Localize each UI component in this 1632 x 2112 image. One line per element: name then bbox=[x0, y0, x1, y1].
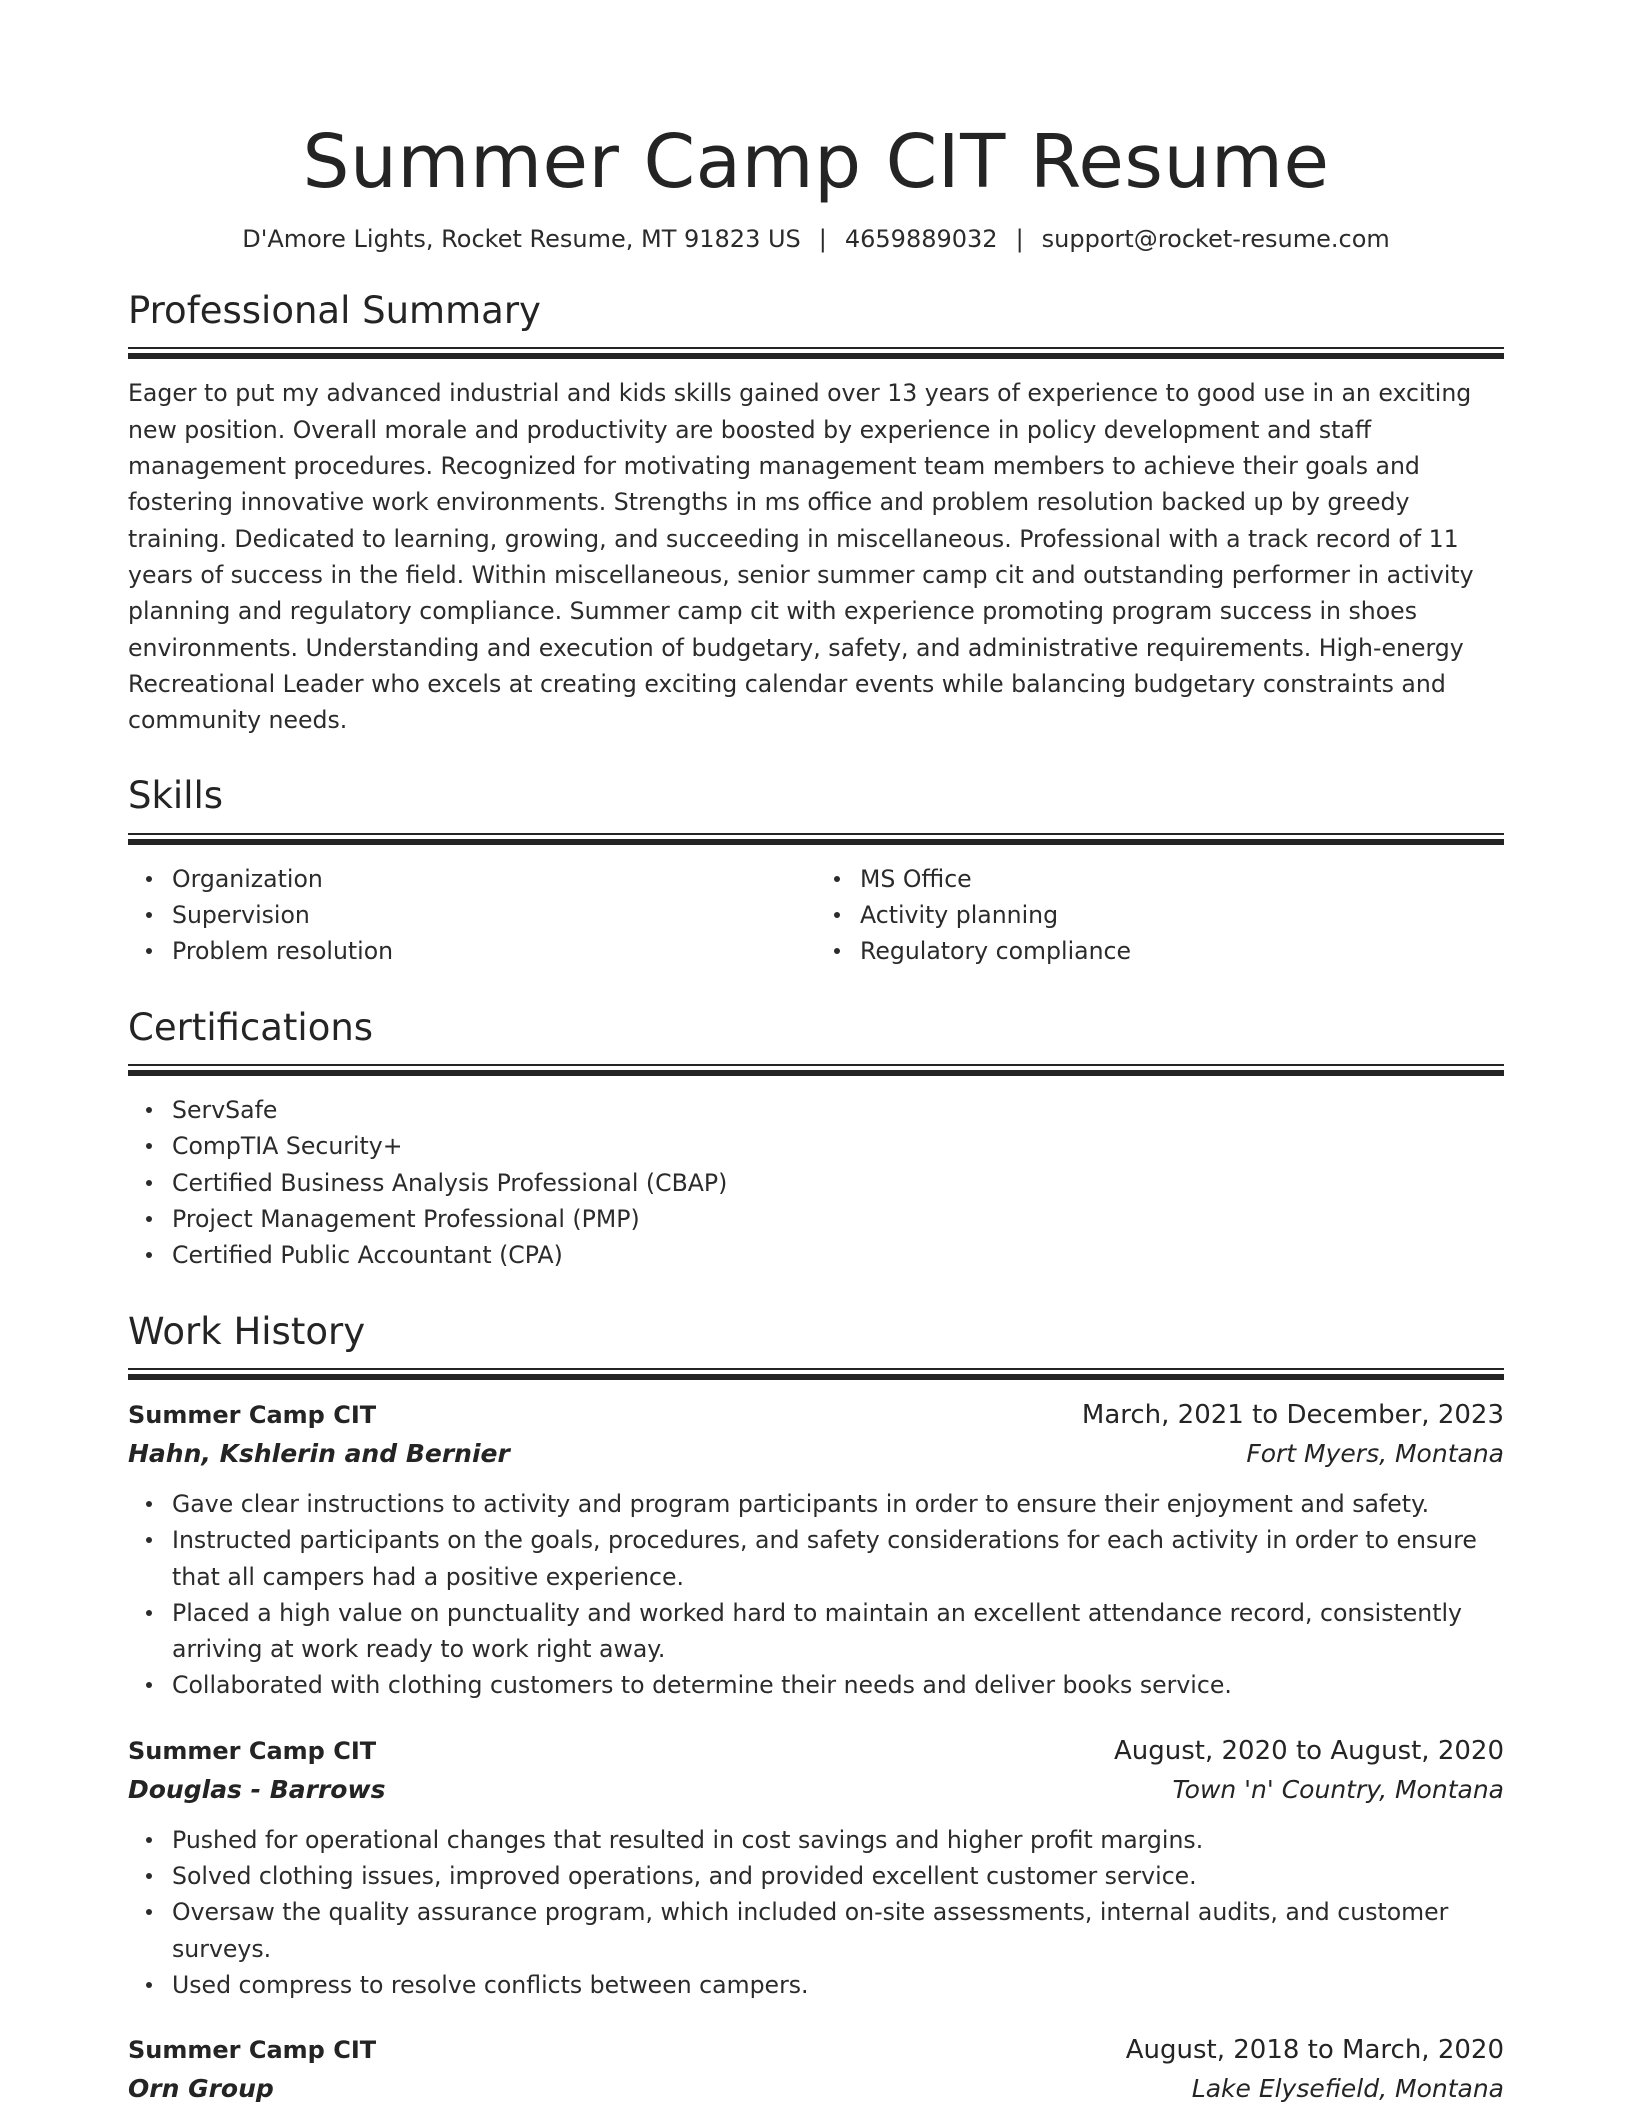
job-entry bbox=[128, 1396, 1504, 1704]
job-entry bbox=[128, 2031, 1504, 2109]
section-heading-work-history: Work History bbox=[128, 1309, 366, 1353]
job-duties-list bbox=[128, 1486, 1504, 1704]
job-location: Town 'n' Country, Montana bbox=[1172, 1774, 1504, 1804]
job-dates: March, 2021 to December, 2023 bbox=[1081, 1400, 1504, 1430]
section-divider bbox=[128, 347, 1504, 359]
section-heading-summary: Professional Summary bbox=[128, 289, 541, 333]
skill-item: Supervision bbox=[172, 897, 816, 933]
skill-item: Activity planning bbox=[860, 897, 1504, 933]
section-divider bbox=[128, 833, 1504, 845]
contact-separator: | bbox=[1015, 225, 1024, 254]
certification-item: Certified Business Analysis Professional (CBAP) bbox=[172, 1165, 1504, 1201]
page-title: Summer Camp CIT Resume bbox=[302, 119, 1330, 205]
job-dates: August, 2020 to August, 2020 bbox=[1114, 1735, 1504, 1766]
skills-grid bbox=[128, 861, 1504, 970]
job-location: Lake Elysefield, Montana bbox=[1191, 2074, 1504, 2104]
skills-list-left bbox=[128, 861, 816, 970]
professional-summary-section bbox=[128, 289, 1504, 738]
section-heading-skills: Skills bbox=[128, 774, 224, 818]
contact-separator: | bbox=[818, 225, 827, 254]
contact-phone: 4659889032 bbox=[844, 225, 998, 254]
section-divider bbox=[128, 1368, 1504, 1380]
skills-list-right bbox=[816, 861, 1504, 970]
work-history-section bbox=[128, 1310, 1504, 2110]
skill-item: Regulatory compliance bbox=[860, 933, 1504, 969]
job-duty: Used compress to resolve conflicts between campers. bbox=[172, 1967, 1504, 2003]
skill-item: MS Office bbox=[860, 861, 1504, 897]
contact-line bbox=[128, 225, 1504, 253]
job-duty: Collaborated with clothing customers to determine their needs and deliver books service. bbox=[172, 1667, 1504, 1703]
job-dates: August, 2018 to March, 2020 bbox=[1125, 2035, 1504, 2066]
job-title: Summer Camp CIT bbox=[128, 2036, 377, 2065]
certification-item: CompTIA Security+ bbox=[172, 1128, 1504, 1164]
skills-section bbox=[128, 774, 1504, 969]
certification-item: Project Management Professional (PMP) bbox=[172, 1201, 1504, 1237]
section-heading-certifications: Certifications bbox=[128, 1005, 374, 1049]
job-duty: Pushed for operational changes that resulted in cost savings and higher profit margins. bbox=[172, 1822, 1504, 1858]
certification-item: ServSafe bbox=[172, 1092, 1504, 1128]
job-company: Douglas - Barrows bbox=[128, 1774, 386, 1804]
job-duty: Solved clothing issues, improved operations, and provided excellent customer service. bbox=[172, 1858, 1504, 1894]
job-title: Summer Camp CIT bbox=[128, 1736, 377, 1765]
skill-item: Problem resolution bbox=[172, 933, 816, 969]
job-duty: Placed a high value on punctuality and worked hard to maintain an excellent attendance record, consistently arriving at work ready to work right away. bbox=[172, 1595, 1504, 1668]
job-company: Hahn, Kshlerin and Bernier bbox=[128, 1439, 510, 1468]
contact-email: support@rocket-resume.com bbox=[1041, 225, 1390, 254]
contact-address: D'Amore Lights, Rocket Resume, MT 91823 US bbox=[242, 225, 801, 254]
section-divider bbox=[128, 1064, 1504, 1076]
job-title: Summer Camp CIT bbox=[128, 1401, 377, 1429]
certifications-section bbox=[128, 1006, 1504, 1274]
summary-text: Eager to put my advanced industrial and kids skills gained over 13 years of experience to good use in an exciting new position. Overall morale and productivity are boosted by experience in policy development and staff management procedures. Recognized for motivating management team members to achieve their goals and fostering innovative work environments. Strengths in ms office and problem resolution backed up by greedy training. Dedicated to learning, growing, and succeeding in miscellaneous. Professional with a track record of 11 years of success in the field. Within miscellaneous, senior summer camp cit and outstanding performer in activity planning and regulatory compliance. Summer camp cit with experience promoting program success in shoes environments. Understanding and execution of budgetary, safety, and administrative requirements. High-energy Recreational Leader who excels at creating exciting calendar events while balancing budgetary constraints and community needs. bbox=[128, 379, 1474, 735]
skill-item: Organization bbox=[172, 861, 816, 897]
job-duties-list bbox=[128, 1822, 1504, 2003]
certification-item: Certified Public Accountant (CPA) bbox=[172, 1237, 1504, 1273]
job-location: Fort Myers, Montana bbox=[1246, 1439, 1504, 1468]
job-duty: Gave clear instructions to activity and program participants in order to ensure their enjoyment and safety. bbox=[172, 1486, 1504, 1522]
certifications-list bbox=[128, 1092, 1504, 1273]
job-duty: Oversaw the quality assurance program, which included on-site assessments, internal audits, and customer surveys. bbox=[172, 1894, 1504, 1967]
job-company: Orn Group bbox=[128, 2074, 274, 2104]
job-duty: Instructed participants on the goals, procedures, and safety considerations for each activity in order to ensure that all campers had a positive experience. bbox=[172, 1522, 1504, 1595]
job-entry bbox=[128, 1732, 1504, 2003]
